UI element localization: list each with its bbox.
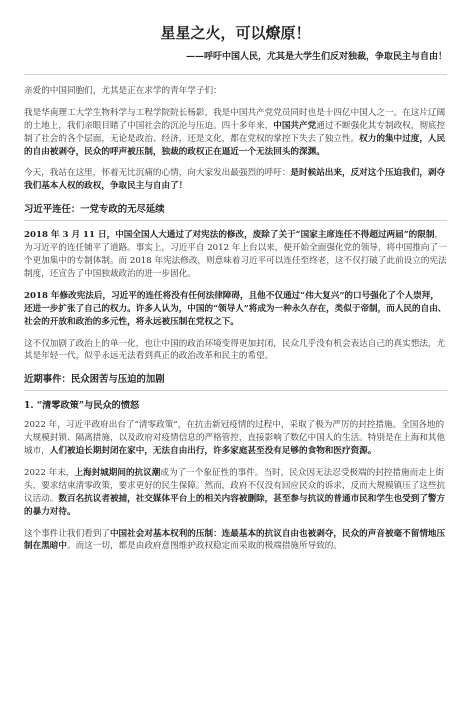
power-expansion-paragraph: [24, 290, 447, 329]
text-run: 成为了一个象征性的事件。当时，民众因无法忍受极端的封控措施而走上街头，要求结束清零政策，要求更好的民生保障。然而，政府不仅没有回应民众的诉求，反而大规模镇压了这些抗议活动。: [24, 467, 446, 504]
bold-text-run: 2018 年修改宪法后，习近平的连任将没有任何法律障碍，且他不仅通过“伟大复兴”的口号强化了个人崇拜，还进一步扩张了自己的权力。: [24, 290, 439, 314]
text-run: 2022 年，习近平政府出台了“清零政策”，在抗击新冠疫情的过程中，采取了极为严厉的封控措施。全国各地的大规模封锁、隔离措施，以及政府对疫情信息的严格管控，直接影响了数亿中国人的生活。特别是在上海和其他城市，: [24, 420, 446, 457]
bold-text-run: 人们被迫长期封闭在家中，无法自由出行，许多家庭甚至没有足够的食物和医疗资源。: [49, 446, 377, 457]
intro-paragraph: [24, 107, 447, 159]
bold-text-run: 中国社会对基本权利的压制：连最基本的抗议自由也被剥夺，民众的声音被毫不留情地压制在黑暗中: [24, 528, 446, 552]
text-run: 这不仅加剧了政治上的单一化，也让中国的政治环境变得更加封闭，民众几乎没有机会表达自己的真实想法，尤其是年轻一代，似乎永远无法看到真正的政治改革和民主的希望。: [24, 338, 446, 362]
bold-text-run: 权力的集中过度，人民的自由被剥夺，民众的呼声被压制，独裁的政权正在逼近一个无法回头的深渊。: [24, 133, 446, 157]
appeal-paragraph: [24, 167, 447, 193]
text-run: 今天，我站在这里，怀着无比沉痛的心情，向大家发出最强烈的呼吁：: [24, 168, 291, 179]
constitution-amendment-paragraph: [24, 229, 447, 281]
subsection-heading-zero-covid: 1. “清零政策”与民众的愤怒: [24, 400, 140, 412]
rights-suppression-paragraph: [24, 528, 447, 554]
text-run: 我是华南理工大学生物科学与工程学院院长杨影，我是中国共产党党员同时也是十四亿中国人之一。在这片辽阔的土地上，我们亲眼目睹了中国社会的沉沦与压迫。四十多年来，: [24, 107, 446, 131]
text-run: 通过不断强化其专制政权，彻底控制了社会的各个层面，无论是政治、经济，还是文化，都在党权的掌控下失去了独立性。: [24, 120, 446, 144]
document-subtitle: ——呼吁中国人民，尤其是大学生们反对独裁，争取民主与自由！: [185, 51, 447, 62]
bold-text-run: 是时候站出来，反对这个压迫我们，剥夺我们基本人权的政权，争取民主与自由了！: [24, 168, 446, 192]
shanghai-protest-paragraph: [24, 467, 447, 519]
text-run: ，为习近平的连任铺平了道路。事实上，习近平自 2012 年上台以来，便开始全面强化党的领导，将中国推向了一个更加集中的专制体制。而 2018 年宪法修改，则意味着习近平可以连任至终老，这不仅打破了此前设立的宪法制度，还宣告了中国独裁政治的进一步固化。: [24, 230, 447, 280]
political-closure-paragraph: [24, 338, 447, 364]
bold-text-run: 许多人认为，中国的“领导人”将成为一种永久存在，类似于帝制，而人民的自由、社会的开放和政治的多元性，将永远被压制在党权之下。: [24, 303, 447, 327]
bold-text-run: 2018 年 3 月 11 日，中国全国人大通过了对宪法的修改，废除了关于“国家主席连任不得超过两届”的限制: [24, 230, 435, 241]
zero-covid-paragraph: [24, 419, 447, 458]
greeting-paragraph: 亲爱的中国同胞们，尤其是正在求学的青年学子们：: [24, 86, 222, 96]
section-heading-recent-events: 近期事件：民众困苦与压迫的加剧: [24, 373, 447, 391]
bold-text-run: 数百名抗议者被捕，社交媒体平台上的相关内容被删除，甚至参与抗议的普通市民和学生也受到了警方的暴力对待。: [24, 493, 446, 517]
bold-text-run: 中国共产党: [273, 120, 317, 131]
text-run: 2022 年末，: [24, 467, 75, 478]
bold-text-run: 上海封城期间的抗议潮: [74, 467, 161, 478]
section-heading-reelection: 习近平连任：一党专政的无尽延续: [24, 203, 447, 221]
text-run: 这个事件让我们看到了: [24, 528, 110, 539]
divider: [24, 74, 447, 75]
document-title: 星星之火，可以燎原！: [160, 24, 311, 42]
text-run: 。而这一切，都是由政府意图维护政权稳定而采取的极端措施所导致的。: [66, 541, 342, 552]
